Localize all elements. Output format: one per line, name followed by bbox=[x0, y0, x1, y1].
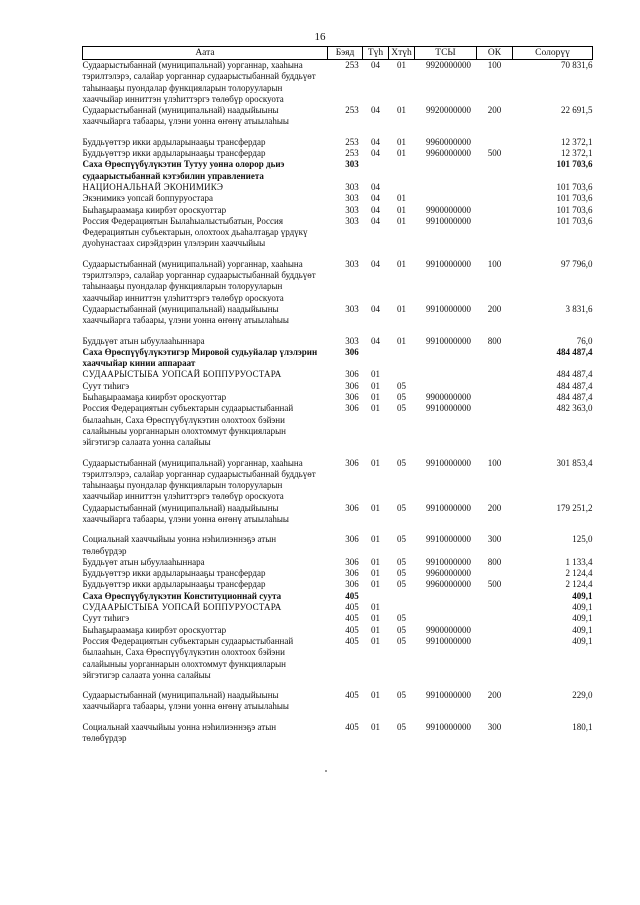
table-cell-podr: 05 bbox=[397, 556, 406, 567]
table-cell-podr bbox=[389, 159, 415, 182]
table-cell-podr: 01 bbox=[397, 105, 406, 116]
table-cell-ved: 253 bbox=[345, 60, 359, 70]
row-spacer-cell bbox=[83, 713, 593, 722]
table-cell-name: Россия Федерациятын субъектарын судаарыстыбаннай былааһын, Саха Өрөспүүбүлүкэтин олохтоох бэйэни салайыныы уорганнарын олохтоммут функцияларын эйгэтигэр салаата уонна салайыы bbox=[82, 403, 294, 448]
table-cell-podr bbox=[389, 602, 415, 613]
table-cell-podr: 05 bbox=[397, 457, 406, 468]
table-cell-ved: 253 bbox=[345, 136, 359, 147]
row-spacer bbox=[83, 250, 593, 259]
table-cell-razd: 01 bbox=[371, 568, 380, 579]
table-cell-razd: 01 bbox=[371, 613, 380, 624]
table-cell-csr bbox=[415, 381, 477, 392]
table-cell-ved: 306 bbox=[345, 579, 359, 590]
table-cell-name: Саха Өрөспүүбүлүкэтин Конституционнай суута bbox=[82, 590, 282, 601]
table-row bbox=[83, 205, 593, 216]
table-cell-vr: 800 bbox=[487, 335, 502, 346]
table-cell-name: Судаарыстыбаннай (муниципальнай) наадыйыыны хааччыйарга табаары, үлэни уонна өҥөнү атыылаһыы bbox=[82, 690, 289, 712]
table-cell-podr: 01 bbox=[397, 136, 406, 147]
table-cell-sum: 229,0 bbox=[572, 690, 593, 701]
table-cell-csr: 9910000000 bbox=[426, 534, 471, 545]
table-cell-sum: 125,0 bbox=[572, 534, 593, 545]
header-ved: Бэяд bbox=[328, 47, 363, 60]
table-cell-ved: 405 bbox=[345, 590, 359, 601]
table-cell-podr bbox=[389, 591, 415, 602]
table-cell-sum: 409,1 bbox=[572, 590, 593, 601]
table-cell-name: Саха Өрөспүүбүлүкэтин Тутуу уонна олорор дьиэ судаарыстыбаннай кэтэбилин управлениета bbox=[82, 159, 285, 181]
table-cell-sum: 1 133,4 bbox=[565, 556, 593, 567]
table-cell-vr: 300 bbox=[487, 721, 502, 732]
table-cell-vr bbox=[477, 216, 513, 250]
table-cell-vr bbox=[477, 193, 513, 204]
table-cell-ved: 405 bbox=[345, 690, 359, 701]
table-cell-sum: 484 487,4 bbox=[556, 369, 593, 380]
table-cell-csr bbox=[415, 613, 477, 624]
table-cell-vr: 100 bbox=[487, 258, 502, 269]
table-cell-csr: 9910000000 bbox=[426, 502, 471, 513]
row-spacer bbox=[83, 327, 593, 336]
table-cell-name: Саха Өрөспүүбүлүкэтигэр Мировой судьуйалар үлэлэрин хааччыйар кинии аппараат bbox=[82, 346, 318, 369]
table-cell-name: СУДААРЫСТЫБА УОПСАЙ БОППУРУОСТАРА bbox=[82, 369, 282, 380]
table-cell-razd: 01 bbox=[371, 392, 380, 403]
table-body bbox=[83, 60, 593, 745]
table-cell-csr: 9910000000 bbox=[426, 215, 471, 226]
table-cell-podr: 05 bbox=[397, 502, 406, 513]
table-row bbox=[83, 636, 593, 681]
table-cell-razd: 04 bbox=[371, 105, 380, 116]
row-spacer bbox=[83, 449, 593, 458]
table-cell-ved: 306 bbox=[345, 502, 359, 513]
table-cell-razd bbox=[363, 347, 389, 370]
table-cell-vr bbox=[477, 568, 513, 579]
table-cell-razd: 04 bbox=[371, 193, 380, 204]
table-cell-razd: 01 bbox=[371, 624, 380, 635]
table-row bbox=[83, 602, 593, 613]
table-cell-sum: 409,1 bbox=[572, 624, 593, 635]
table-cell-sum: 484 487,4 bbox=[556, 392, 593, 403]
table-row bbox=[83, 458, 593, 503]
table-cell-razd: 01 bbox=[371, 534, 380, 545]
table-cell-razd: 01 bbox=[371, 602, 380, 613]
table-cell-vr: 200 bbox=[487, 105, 502, 116]
table-cell-sum: 2 124,4 bbox=[565, 579, 593, 590]
table-row bbox=[83, 591, 593, 602]
table-cell-ved: 303 bbox=[345, 335, 359, 346]
table-cell-sum: 101 703,6 bbox=[556, 181, 593, 192]
table-cell-csr bbox=[415, 193, 477, 204]
table-cell-sum: 101 703,6 bbox=[556, 204, 593, 215]
table-cell-ved: 405 bbox=[345, 624, 359, 635]
row-spacer bbox=[83, 128, 593, 137]
table-cell-razd: 01 bbox=[371, 502, 380, 513]
table-cell-vr: 200 bbox=[487, 690, 502, 701]
table-row bbox=[83, 557, 593, 568]
table-row bbox=[83, 259, 593, 304]
table-cell-podr: 05 bbox=[397, 579, 406, 590]
table-cell-sum: 70 831,6 bbox=[561, 60, 593, 70]
table-row bbox=[83, 625, 593, 636]
table-cell-csr bbox=[415, 347, 477, 370]
table-row bbox=[83, 568, 593, 579]
table-cell-ved: 405 bbox=[345, 602, 359, 613]
table-cell-name: Судаарыстыбаннай (муниципальнай) наадыйыыны хааччыйарга табаары, үлэни уонна өҥөнү атыылаһыы bbox=[82, 303, 289, 326]
header-vr: ОК bbox=[477, 47, 513, 60]
table-cell-csr: 9910000000 bbox=[426, 721, 471, 732]
table-cell-razd: 04 bbox=[371, 335, 380, 346]
table-cell-csr: 9960000000 bbox=[426, 568, 471, 579]
table-row bbox=[83, 381, 593, 392]
table-cell-csr: 9960000000 bbox=[426, 579, 471, 590]
table-cell-csr: 9960000000 bbox=[426, 136, 471, 147]
table-cell-vr: 500 bbox=[487, 579, 502, 590]
table-cell-vr bbox=[477, 381, 513, 392]
table-cell-name: Россия Федерациятын Былаһыалыстыбатын, Россия Федерациятын субъектарын, олохтоох дьаһалтаҕар үрдүкү дуоһунастаах сирэйдэрин үлэлэрин хааччыйыы bbox=[82, 215, 308, 249]
header-name: Аата bbox=[83, 47, 328, 60]
table-cell-vr: 200 bbox=[487, 502, 502, 513]
table-cell-razd: 04 bbox=[371, 181, 380, 192]
table-cell-name: Экэнимикэ уопсай боппуруостара bbox=[82, 193, 213, 204]
table-row bbox=[83, 579, 593, 590]
table-cell-ved: 253 bbox=[345, 148, 359, 159]
table-cell-csr bbox=[415, 182, 477, 193]
table-cell-ved: 306 bbox=[345, 392, 359, 403]
table-cell-razd: 01 bbox=[371, 380, 380, 391]
table-cell-csr: 9910000000 bbox=[426, 258, 471, 269]
table-cell-csr: 9920000000 bbox=[426, 105, 471, 116]
table-cell-razd: 04 bbox=[371, 215, 380, 226]
table-cell-ved: 303 bbox=[345, 204, 359, 215]
table-row bbox=[83, 392, 593, 403]
table-cell-razd: 01 bbox=[371, 579, 380, 590]
table-cell-sum: 12 372,1 bbox=[561, 148, 593, 159]
table-cell-csr: 9910000000 bbox=[426, 403, 471, 414]
table-cell-csr bbox=[415, 369, 477, 380]
scan-speck bbox=[325, 770, 327, 772]
table-cell-vr: 200 bbox=[487, 303, 502, 314]
table-cell-name: Буддьүөт атын ыбуулааһыннара bbox=[82, 556, 205, 567]
table-cell-sum: 484 487,4 bbox=[556, 380, 593, 391]
table-cell-razd: 04 bbox=[371, 60, 380, 70]
table-cell-csr: 9900000000 bbox=[426, 204, 471, 215]
table-cell-vr bbox=[477, 636, 513, 681]
row-spacer-cell bbox=[83, 681, 593, 690]
table-cell-sum: 22 691,5 bbox=[561, 105, 593, 116]
table-cell-sum: 484 487,4 bbox=[556, 346, 593, 357]
table-cell-razd bbox=[363, 159, 389, 182]
table-cell-razd: 01 bbox=[371, 721, 380, 732]
table-cell-vr: 500 bbox=[487, 148, 502, 159]
table-row bbox=[83, 148, 593, 159]
table-cell-vr bbox=[477, 613, 513, 624]
table-cell-podr: 05 bbox=[397, 380, 406, 391]
table-cell-sum: 482 363,0 bbox=[556, 403, 593, 414]
table-row bbox=[83, 159, 593, 182]
table-cell-podr: 05 bbox=[397, 690, 406, 701]
table-cell-ved: 306 bbox=[345, 568, 359, 579]
table-cell-podr: 05 bbox=[397, 624, 406, 635]
row-spacer-cell bbox=[83, 128, 593, 137]
table-cell-csr: 9900000000 bbox=[426, 624, 471, 635]
table-cell-razd: 04 bbox=[371, 148, 380, 159]
table-row bbox=[83, 369, 593, 380]
row-spacer-cell bbox=[83, 449, 593, 458]
table-row bbox=[83, 105, 593, 128]
header-razd: Түһ bbox=[363, 47, 389, 60]
table-row bbox=[83, 690, 593, 713]
table-row bbox=[83, 304, 593, 327]
table-cell-podr: 05 bbox=[397, 721, 406, 732]
table-cell-vr bbox=[477, 347, 513, 370]
table-cell-podr: 01 bbox=[397, 60, 406, 70]
table-cell-csr: 9910000000 bbox=[426, 635, 471, 646]
table-row bbox=[83, 216, 593, 250]
table-header-row bbox=[83, 47, 593, 60]
table-cell-csr: 9920000000 bbox=[426, 60, 471, 70]
table-cell-ved: 306 bbox=[345, 457, 359, 468]
table-cell-sum: 101 703,6 bbox=[556, 193, 593, 204]
table-row bbox=[83, 722, 593, 745]
table-cell-name: Суут тиһигэ bbox=[82, 613, 130, 624]
row-spacer bbox=[83, 525, 593, 534]
table-row bbox=[83, 336, 593, 347]
table-cell-vr bbox=[477, 625, 513, 636]
table-cell-name: Суут тиһигэ bbox=[82, 380, 130, 391]
table-cell-csr: 9910000000 bbox=[426, 690, 471, 701]
table-cell-sum: 409,1 bbox=[572, 602, 593, 613]
table-cell-sum: 101 703,6 bbox=[556, 215, 593, 226]
table-cell-ved: 306 bbox=[345, 369, 359, 380]
table-cell-podr: 05 bbox=[397, 534, 406, 545]
row-spacer-cell bbox=[83, 525, 593, 534]
table-cell-razd: 01 bbox=[371, 369, 380, 380]
table-cell-razd bbox=[363, 591, 389, 602]
row-spacer bbox=[83, 713, 593, 722]
table-cell-ved: 306 bbox=[345, 534, 359, 545]
table-cell-name: Буддьүөт атын ыбуулааһыннара bbox=[82, 335, 205, 346]
table-cell-razd: 01 bbox=[371, 635, 380, 646]
table-row bbox=[83, 613, 593, 624]
table-cell-csr: 9900000000 bbox=[426, 392, 471, 403]
table-cell-sum: 97 796,0 bbox=[561, 258, 593, 269]
table-cell-csr bbox=[415, 602, 477, 613]
table-cell-sum: 301 853,4 bbox=[556, 457, 593, 468]
table-cell-podr bbox=[389, 347, 415, 370]
table-cell-name: Буддьүөттэр икки ардыларынааҕы трансфердар bbox=[82, 579, 266, 590]
table-cell-podr: 05 bbox=[397, 392, 406, 403]
table-cell-podr: 05 bbox=[397, 613, 406, 624]
table-cell-ved: 306 bbox=[345, 380, 359, 391]
table-cell-ved: 253 bbox=[345, 105, 359, 116]
table-cell-sum: 409,1 bbox=[572, 635, 593, 646]
table-cell-sum: 3 831,6 bbox=[565, 303, 593, 314]
table-cell-name: Социальнай хааччыйыы уонна нэһилиэннэҕэ атын төлөбүрдэр bbox=[82, 721, 277, 744]
table-cell-podr: 01 bbox=[397, 258, 406, 269]
table-row bbox=[83, 182, 593, 193]
table-cell-name: Судаарыстыбаннай (муниципальнай) наадыйыыны хааччыйарга табаары, үлэни уонна өҥөнү атыылаһыы bbox=[82, 502, 289, 524]
table-cell-vr: 100 bbox=[487, 60, 502, 70]
table-cell-sum: 2 124,4 bbox=[565, 568, 593, 579]
table-row bbox=[83, 193, 593, 204]
table-cell-ved: 303 bbox=[345, 181, 359, 192]
table-cell-name: Буддьүөттэр икки ардыларынааҕы трансфердар bbox=[82, 568, 266, 579]
table-cell-sum: 12 372,1 bbox=[561, 136, 593, 147]
table-row bbox=[83, 403, 593, 448]
table-cell-podr: 01 bbox=[397, 215, 406, 226]
table-cell-razd: 04 bbox=[371, 258, 380, 269]
table-cell-vr: 800 bbox=[487, 556, 502, 567]
table-row bbox=[83, 347, 593, 370]
table-cell-ved: 306 bbox=[345, 403, 359, 414]
table-cell-name: Буддьүөттэр икки ардыларынааҕы трансфердар bbox=[82, 148, 266, 159]
table-cell-vr: 100 bbox=[487, 457, 502, 468]
table-cell-vr bbox=[477, 137, 513, 148]
table-cell-vr: 300 bbox=[487, 534, 502, 545]
table-cell-podr: 05 bbox=[397, 568, 406, 579]
table-cell-name: Буддьүөттэр икки ардыларынааҕы трансфердар bbox=[82, 136, 266, 147]
table-row bbox=[83, 137, 593, 148]
table-cell-name: Россия Федерациятын субъектарын судаарыстыбаннай былааһын, Саха Өрөспүүбүлүкэтин олохтоох бэйэни салайыныы уорганнарын олохтоммут функцияларын эйгэтигэр салаата уонна салайыы bbox=[82, 635, 294, 680]
table-cell-razd: 04 bbox=[371, 204, 380, 215]
table-cell-podr bbox=[389, 182, 415, 193]
table-cell-name: Судаарыстыбаннай (муниципальнай) уорганнар, хааһына тэрилтэлэрэ, салайар уорганнар судаарыстыбаннай буддьүөт таһынааҕы пуондалар функцияларын толорууларын хааччыйар инниттэн үлэһиттэргэ төлөбүр ороскуота bbox=[82, 60, 316, 104]
table-cell-ved: 303 bbox=[345, 193, 359, 204]
table-cell-podr: 05 bbox=[397, 635, 406, 646]
table-cell-csr: 9910000000 bbox=[426, 457, 471, 468]
table-cell-name: Судаарыстыбаннай (муниципальнай) уорганнар, хааһына тэрилтэлэрэ, салайар уорганнар судаарыстыбаннай буддьүөт таһынааҕы пуондалар функцияларын толорууларын хааччыйар инниттэн үлэһиттэргэ төлөбүр ороскуота bbox=[82, 258, 316, 303]
table-cell-podr: 05 bbox=[397, 403, 406, 414]
table-row bbox=[83, 503, 593, 526]
table-cell-sum: 101 703,6 bbox=[556, 159, 593, 170]
table-cell-sum: 76,0 bbox=[576, 335, 593, 346]
row-spacer bbox=[83, 681, 593, 690]
table-cell-podr: 01 bbox=[397, 303, 406, 314]
table-cell-vr bbox=[477, 591, 513, 602]
table-cell-vr bbox=[477, 182, 513, 193]
table-cell-vr bbox=[477, 392, 513, 403]
table-cell-sum: 180,1 bbox=[572, 721, 593, 732]
row-spacer-cell bbox=[83, 327, 593, 336]
header-podr: Хтүһ bbox=[389, 47, 415, 60]
table-cell-csr bbox=[415, 159, 477, 182]
table-cell-name: Быһаҕыраамаҕа киирбэт ороскуоттар bbox=[82, 624, 227, 635]
table-cell-sum: 409,1 bbox=[572, 613, 593, 624]
table-cell-vr bbox=[477, 403, 513, 448]
budget-table bbox=[82, 46, 593, 744]
header-csr: ТСЫ bbox=[415, 47, 477, 60]
table-cell-razd: 01 bbox=[371, 403, 380, 414]
table-cell-razd: 01 bbox=[371, 457, 380, 468]
row-spacer-cell bbox=[83, 250, 593, 259]
table-cell-name: Судаарыстыбаннай (муниципальнай) наадыйыыны хааччыйарга табаары, үлэни уонна өҥөнү атыылаһыы bbox=[82, 105, 289, 127]
table-cell-ved: 303 bbox=[345, 215, 359, 226]
page-number: 16 bbox=[314, 31, 326, 43]
table-cell-razd: 01 bbox=[371, 556, 380, 567]
table-cell-vr bbox=[477, 602, 513, 613]
table-cell-name: НАЦИОНАЛЬНАЙ ЭКОНИМИКЭ bbox=[82, 181, 224, 192]
table-cell-name: Социальнай хааччыйыы уонна нэһилиэннэҕэ атын төлөбүрдэр bbox=[82, 534, 277, 556]
table-cell-ved: 405 bbox=[345, 721, 359, 732]
table-cell-ved: 405 bbox=[345, 635, 359, 646]
table-cell-csr: 9910000000 bbox=[426, 303, 471, 314]
table-row bbox=[83, 60, 593, 106]
table-cell-ved: 303 bbox=[345, 258, 359, 269]
table-cell-csr: 9910000000 bbox=[426, 556, 471, 567]
table-cell-ved: 303 bbox=[345, 303, 359, 314]
table-cell-ved: 306 bbox=[345, 556, 359, 567]
table-cell-ved: 405 bbox=[345, 613, 359, 624]
header-sum: Солорүү bbox=[513, 47, 593, 60]
table-cell-ved: 303 bbox=[345, 159, 359, 170]
table-cell-name: Судаарыстыбаннай (муниципальнай) уорганнар, хааһына тэрилтэлэрэ, салайар уорганнар судаарыстыбаннай буддьүөт таһынааҕы пуондалар функцияларын толорууларын хааччыйар инниттэн үлэһиттэргэ төлөбүр ороскуота bbox=[82, 457, 316, 502]
table-cell-vr bbox=[477, 159, 513, 182]
table-cell-vr bbox=[477, 205, 513, 216]
table-cell-csr: 9960000000 bbox=[426, 148, 471, 159]
table-cell-ved: 306 bbox=[345, 346, 359, 357]
table-cell-podr: 01 bbox=[397, 193, 406, 204]
table-cell-vr bbox=[477, 369, 513, 380]
table-cell-razd: 04 bbox=[371, 136, 380, 147]
table-cell-podr bbox=[389, 369, 415, 380]
table-cell-podr: 01 bbox=[397, 148, 406, 159]
table-cell-name: Быһаҕыраамаҕа киирбэт ороскуоттар bbox=[82, 204, 227, 215]
table-cell-podr: 01 bbox=[397, 204, 406, 215]
table-cell-razd: 04 bbox=[371, 303, 380, 314]
table-cell-podr: 01 bbox=[397, 335, 406, 346]
table-cell-razd: 01 bbox=[371, 690, 380, 701]
table-cell-name: СУДААРЫСТЫБА УОПСАЙ БОППУРУОСТАРА bbox=[82, 602, 282, 613]
table-cell-name: Быһаҕыраамаҕа киирбэт ороскуоттар bbox=[82, 392, 227, 403]
table-row bbox=[83, 534, 593, 557]
table-cell-sum: 179 251,2 bbox=[556, 502, 593, 513]
table-cell-csr bbox=[415, 591, 477, 602]
table-cell-csr: 9910000000 bbox=[426, 335, 471, 346]
